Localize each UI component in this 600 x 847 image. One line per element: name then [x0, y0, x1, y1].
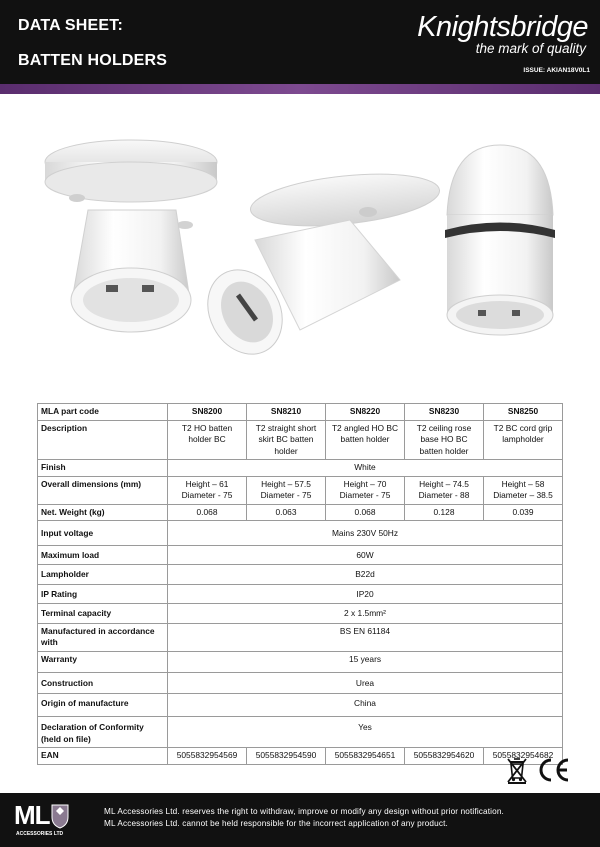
cell [405, 476, 484, 504]
cell: 0.063 [247, 504, 326, 521]
row-label: Input voltage [38, 521, 168, 546]
row-label: Construction [38, 673, 168, 694]
cell: T2 angled HO BC batten holder [326, 420, 405, 460]
cell [168, 476, 247, 504]
row-label: Net. Weight (kg) [38, 504, 168, 521]
ean-code: 5055832954569 [168, 748, 247, 765]
diameter-value: Diameter - 75 [181, 490, 233, 500]
product-image-sn8220 [193, 166, 442, 367]
cell: T2 ceiling rose base HO BC batten holder [405, 420, 484, 460]
logo-subtext: ACCESSORIES LTD [16, 831, 64, 837]
height-value: Height – 70 [343, 478, 387, 489]
cell: BS EN 61184 [168, 623, 563, 651]
product-photos [0, 130, 600, 370]
cell: 0.039 [484, 504, 563, 521]
table-row [38, 673, 563, 694]
diameter-value: Diameter - 88 [418, 490, 470, 500]
cell: 15 years [168, 651, 563, 673]
row-label: Overall dimensions (mm) [38, 476, 168, 504]
row-label: EAN [38, 748, 168, 765]
cell [247, 476, 326, 504]
cell [326, 476, 405, 504]
row-label: Warranty [38, 651, 168, 673]
row-label: Finish [38, 460, 168, 477]
cell: Yes [168, 717, 563, 748]
cell: T2 straight short skirt BC batten holder [247, 420, 326, 460]
ml-accessories-logo [14, 800, 74, 842]
table-row [38, 404, 563, 421]
diameter-value: Diameter – 38.5 [493, 490, 553, 500]
product-image-sn8200 [45, 140, 217, 332]
row-label: Declaration of Conformity (held on file) [38, 717, 168, 748]
table-row [38, 504, 563, 521]
cell: 60W [168, 545, 563, 565]
disclaimer-line1: ML Accessories Ltd. reserves the right to withdraw, improve or modify any design without prior notification. [104, 807, 504, 816]
diameter-value: Diameter - 75 [339, 490, 391, 500]
shield-icon [50, 803, 70, 829]
header-bar [0, 0, 600, 84]
diameter-value: Diameter - 75 [260, 490, 312, 500]
row-label: Manufactured in accordance with [38, 623, 168, 651]
row-label: IP Rating [38, 584, 168, 604]
table-row [38, 717, 563, 748]
height-value: Height – 74.5 [419, 478, 469, 489]
row-label: Origin of manufacture [38, 693, 168, 717]
issue-number: ISSUE: AKIAN18V0L1 [523, 67, 590, 74]
cell: T2 HO batten holder BC [168, 420, 247, 460]
table-row [38, 420, 563, 460]
ean-code: 5055832954651 [326, 748, 405, 765]
weee-bin-icon [505, 756, 529, 784]
table-row [38, 476, 563, 504]
table-row [38, 460, 563, 477]
part-code: SN8230 [405, 404, 484, 421]
cell: IP20 [168, 584, 563, 604]
footer-bar [0, 793, 600, 847]
height-value: Height – 61 [185, 478, 229, 489]
table-row [38, 521, 563, 546]
cell: Mains 230V 50Hz [168, 521, 563, 546]
row-label: Description [38, 420, 168, 460]
brand-name: Knightsbridge [417, 11, 588, 43]
table-row [38, 545, 563, 565]
table-row [38, 584, 563, 604]
cell: 0.068 [168, 504, 247, 521]
table-row [38, 693, 563, 717]
cell: White [168, 460, 563, 477]
part-code: SN8220 [326, 404, 405, 421]
height-value: Height – 57.5 [261, 478, 311, 489]
cell: 0.128 [405, 504, 484, 521]
brand-tagline: the mark of quality [475, 41, 586, 56]
cell: B22d [168, 565, 563, 585]
spec-table [37, 403, 563, 765]
row-label: Terminal capacity [38, 604, 168, 624]
ce-mark-icon [537, 756, 571, 784]
logo-text: ML [14, 800, 50, 830]
table-row [38, 651, 563, 673]
cell: 2 x 1.5mm² [168, 604, 563, 624]
part-code: SN8200 [168, 404, 247, 421]
page-title-line2: BATTEN HOLDERS [18, 52, 168, 69]
cell: Urea [168, 673, 563, 694]
ean-code: 5055832954590 [247, 748, 326, 765]
row-label: MLA part code [38, 404, 168, 421]
part-code: SN8210 [247, 404, 326, 421]
table-row [38, 748, 563, 765]
ean-code: 5055832954682 [484, 748, 563, 765]
table-row [38, 565, 563, 585]
cell: T2 BC cord grip lampholder [484, 420, 563, 460]
row-label: Maximum load [38, 545, 168, 565]
accent-bar [0, 84, 600, 94]
ean-code: 5055832954620 [405, 748, 484, 765]
cell: China [168, 693, 563, 717]
product-image-sn8250 [445, 145, 555, 335]
table-row [38, 623, 563, 651]
height-value: Height – 58 [501, 478, 545, 489]
cell: 0.068 [326, 504, 405, 521]
part-code: SN8250 [484, 404, 563, 421]
brand-logo [417, 11, 588, 62]
disclaimer-line2: ML Accessories Ltd. cannot be held responsible for the incorrect application of any product. [104, 819, 448, 828]
page-title-line1: DATA SHEET: [18, 17, 124, 34]
cell [484, 476, 563, 504]
row-label: Lampholder [38, 565, 168, 585]
table-row [38, 604, 563, 624]
